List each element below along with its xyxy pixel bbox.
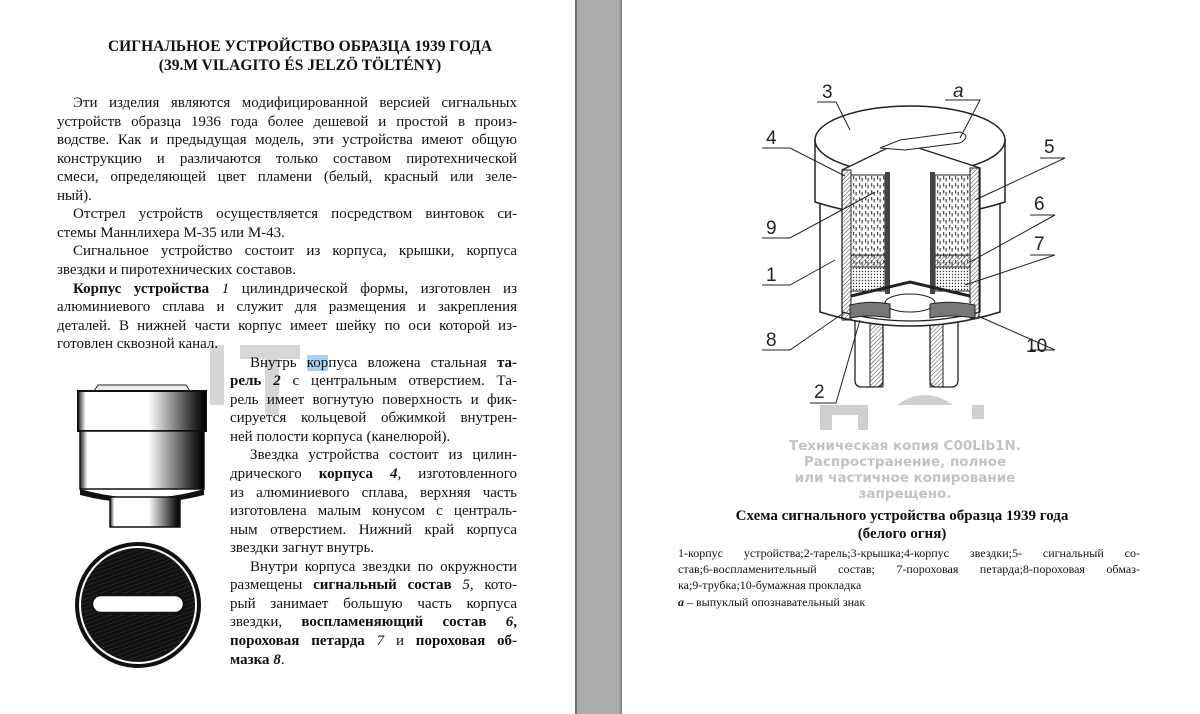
text-segment: и [384, 632, 416, 649]
text-segment: изготовлена малым конусом с централь- [230, 503, 517, 520]
text-line [230, 521, 517, 539]
text-segment: 6 [505, 614, 514, 631]
legend-a-symbol: а [678, 595, 684, 609]
text-line [57, 187, 517, 205]
text-segment: ней полости корпуса (канелюрой). [230, 428, 451, 445]
label-5: 5 [1044, 137, 1055, 158]
document-subtitle: (39.M VILAGITO ÉS JELZÖ TÖLTÉNY) [158, 57, 442, 74]
text-line [57, 168, 517, 186]
text-line [250, 446, 517, 464]
text-segment: звездки загнут внутрь. [230, 540, 375, 557]
text-segment: . [280, 651, 285, 668]
text-line [230, 391, 517, 409]
text-segment: звездки и пиротехнических составов. [57, 261, 297, 278]
figure-caption-subtitle: (белого огня) [857, 526, 947, 542]
text-line [230, 372, 517, 390]
text-line [250, 354, 517, 372]
text-line [73, 242, 517, 260]
text-line [57, 335, 517, 353]
page-gutter [575, 0, 622, 714]
text-line [230, 465, 517, 483]
text-segment: рый занимает большую часть корпуса [230, 595, 517, 612]
text-segment: 5 [462, 577, 470, 594]
label-9: 9 [766, 218, 777, 239]
device-side-view-illustration [60, 365, 220, 685]
figure-legend-line: 1-корпус устройства;2-тарель;3-крышка;4-корпус звездки;5- сигнальный со- [678, 546, 1140, 560]
text-line [230, 595, 517, 613]
label-4: 4 [766, 128, 777, 149]
text-segment: пороховая об- [415, 632, 517, 649]
text-segment: корпуса [318, 466, 390, 482]
text-line [57, 224, 517, 242]
copy-watermark [745, 438, 1065, 502]
document-title: СИГНАЛЬНОЕ УСТРОЙСТВО ОБРАЗЦА 1939 ГОДА [107, 38, 493, 55]
label-2: 2 [814, 382, 825, 403]
watermark-blocks [820, 395, 984, 430]
text-segment: с центральным отверстием. Та- [280, 373, 517, 390]
text-segment: водстве. Как и предыдущая модель, эти устройства имеют общую [57, 132, 517, 149]
text-line [230, 502, 517, 520]
text-line [230, 539, 517, 557]
text-segment: пуса вложена стальная [328, 354, 497, 371]
text-line [57, 150, 517, 168]
text-segment: ным отверстием. Нижний край корпуса [230, 521, 517, 538]
text-segment: сируется кольцевой обжимкой внутрен- [230, 410, 517, 427]
figure-legend-line: ка;9-трубка;10-бумажная прокладка [678, 578, 862, 592]
watermark-line: или частичное копирование [794, 470, 1016, 486]
text-segment: мазка [230, 651, 274, 668]
text-segment: стемы Маннлихера М-35 или М-43. [57, 224, 285, 241]
text-segment: 4 [390, 466, 398, 482]
text-segment: кор [306, 354, 329, 371]
text-line [230, 632, 517, 650]
label-a: a [953, 81, 964, 102]
text-line [230, 651, 517, 669]
text-segment: Эти изделия являются модифицированной версией сигнальных [73, 95, 517, 111]
text-segment: Звездка устройства состоит из цилин- [250, 447, 517, 464]
text-line [230, 428, 517, 446]
text-segment: пороховая петарда [230, 632, 377, 649]
text-segment: дрического [230, 466, 319, 482]
text-segment: звездки, [230, 614, 302, 631]
text-segment: , [513, 614, 517, 631]
watermark-line: запрещено. [858, 486, 952, 502]
text-line [57, 298, 517, 316]
text-segment: рель имеет вогнутую поверхность и фик- [230, 391, 517, 408]
text-line [57, 131, 517, 149]
text-segment: Внутрь [250, 354, 307, 371]
text-line [73, 94, 517, 112]
label-8: 8 [766, 330, 777, 351]
watermark-line: Техническая копия C00Lib1N. [789, 438, 1021, 454]
text-segment: алюминиевого сплава и служит для размещения и закрепления [57, 299, 517, 316]
text-segment: смеси, определяющей цвет пламени (белый, красный или зеле- [57, 169, 517, 186]
label-1: 1 [766, 265, 777, 286]
text-segment: Отстрел устройств осуществляется посредством винтовок си- [73, 206, 517, 223]
text-line [57, 113, 517, 131]
text-segment: рель [230, 373, 274, 390]
text-segment: размещены [230, 577, 314, 594]
text-segment: 1 [221, 280, 230, 297]
text-segment: цилиндрической формы, изготовлен из [229, 280, 517, 297]
text-line [230, 576, 517, 594]
text-line [230, 484, 517, 502]
text-line [57, 317, 517, 335]
text-segment: , изготовленного [397, 466, 517, 482]
text-segment: воспламеняющий состав [301, 614, 506, 631]
text-segment: ный). [57, 187, 92, 204]
text-segment: 8 [273, 651, 281, 668]
left-page [0, 0, 575, 714]
right-page [622, 0, 1200, 714]
label-3: 3 [822, 82, 833, 103]
text-segment: 2 [273, 373, 281, 390]
text-segment: сигнальный состав [313, 577, 463, 594]
text-segment: из алюминиевого сплава, верхняя часть [230, 484, 517, 501]
text-segment: конструкцию и различаются только составом пиротехнической [57, 150, 517, 167]
text-line [250, 558, 517, 576]
text-segment: готовлен сквозной канал. [57, 336, 219, 353]
text-segment: устройств образца 1936 года более дешевой и простой в произ- [57, 113, 517, 130]
text-segment: Внутри корпуса звездки по окружности [250, 558, 517, 575]
label-7: 7 [1034, 234, 1045, 255]
figure-caption: Схема сигнального устройства образца 1939 года [735, 508, 1069, 524]
label-10: 10 [1026, 336, 1048, 357]
text-line [230, 613, 517, 631]
text-segment: та- [496, 354, 517, 371]
text-segment: Сигнальное устройство состоит из корпуса, крышки, корпуса [73, 243, 517, 260]
text-line [73, 205, 517, 223]
legend-a-text: – выпуклый опознавательный знак [684, 595, 866, 609]
text-segment: 7 [376, 632, 385, 649]
text-segment: деталей. В нижней части корпус имеет шейку по оси которой из- [57, 317, 517, 334]
label-6: 6 [1034, 194, 1045, 215]
figure-legend-line: став;6-воспламенительный состав; 7-пороховая петарда;8-пороховая обмаз- [678, 562, 1140, 576]
text-segment: Корпус устройства [73, 280, 222, 297]
figure-legend-a [678, 594, 1140, 610]
watermark-line: Распространение, полное [803, 454, 1007, 470]
text-segment: , кото- [469, 577, 517, 594]
text-line [57, 261, 517, 279]
text-line [73, 280, 517, 298]
text-line [230, 409, 517, 427]
